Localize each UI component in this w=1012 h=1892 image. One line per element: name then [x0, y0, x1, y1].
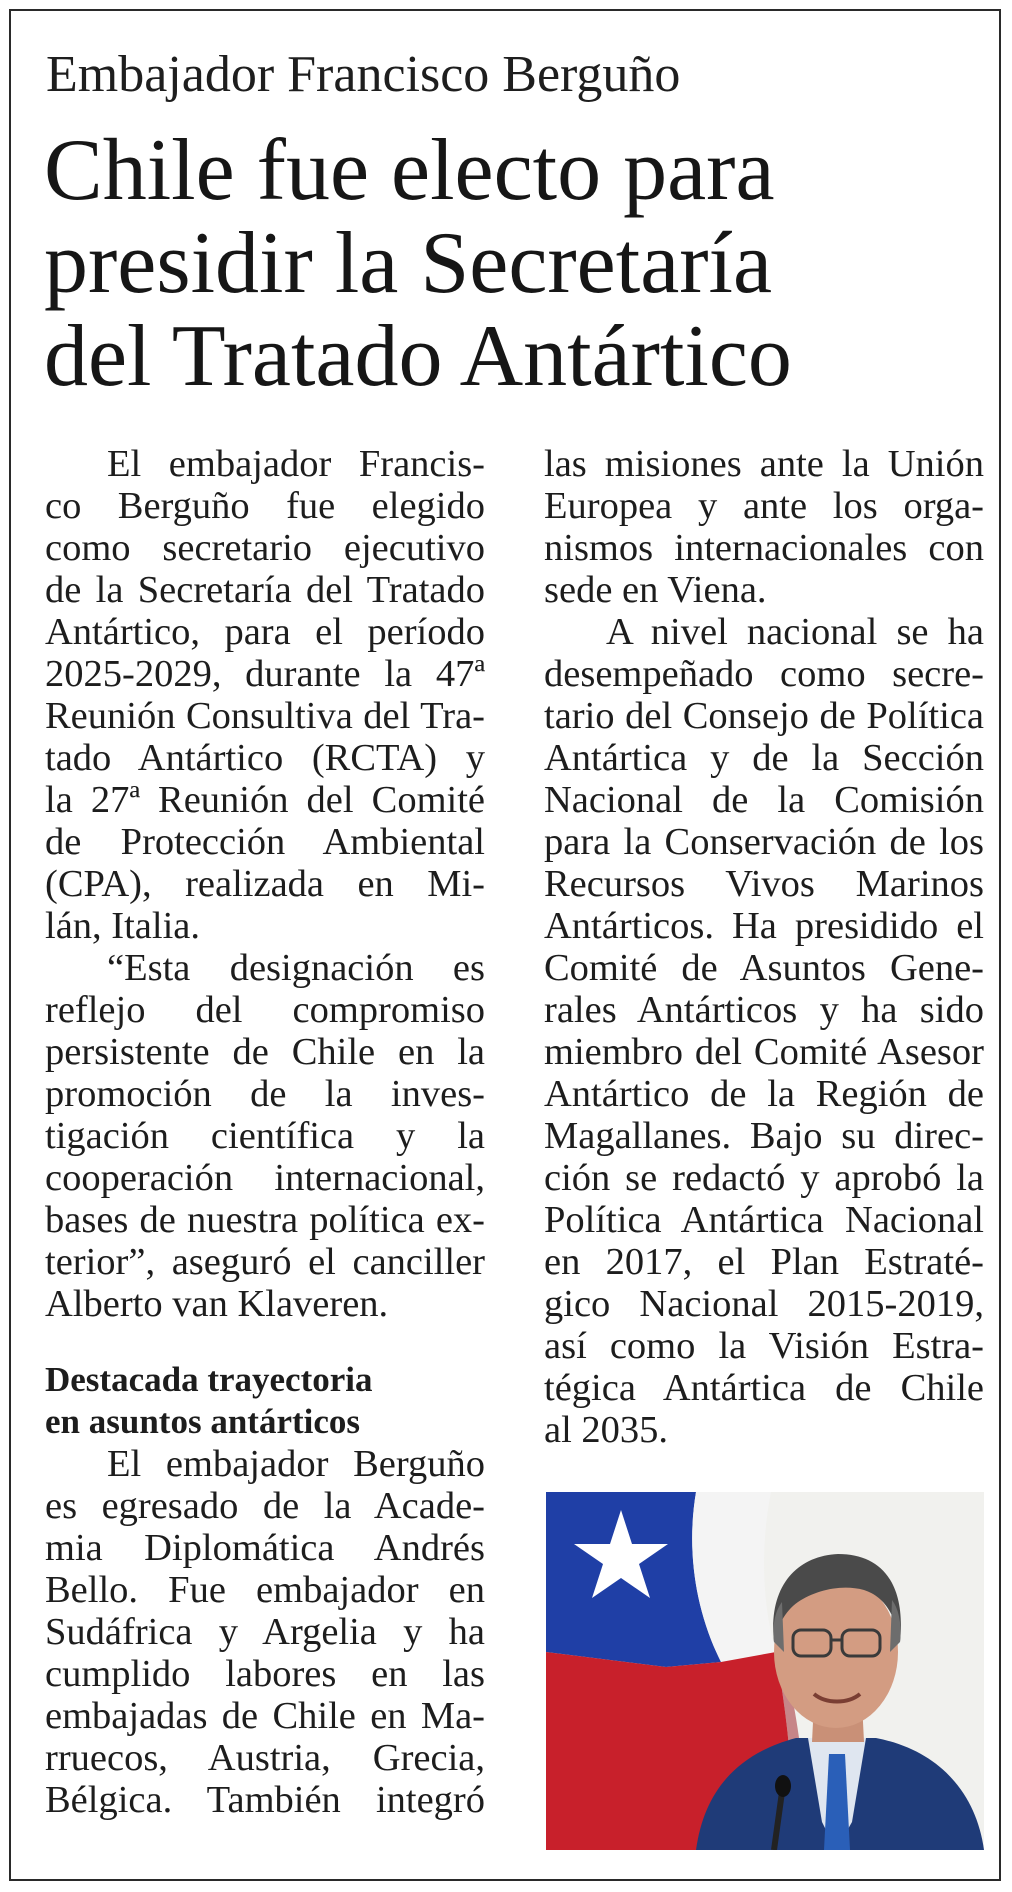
body-line: tigación científica y la: [45, 1115, 485, 1157]
body-line: Antárticos. Ha presidido el: [544, 905, 984, 947]
body-line: Antártica y de la Sección: [544, 737, 984, 779]
headline-line: Chile fue electo para: [44, 122, 775, 219]
subheading-line: en asuntos antárticos: [45, 1402, 361, 1441]
body-line: Nacional de la Comisión: [544, 779, 984, 821]
body-line: Política Antártica Nacional: [544, 1199, 984, 1241]
body-line: (CPA), realizada en Mi-: [45, 863, 485, 905]
body-line: Magallanes. Bajo su direc-: [544, 1115, 984, 1157]
body-line: ción se redactó y aprobó la: [544, 1157, 984, 1199]
body-line: rruecos, Austria, Grecia,: [45, 1737, 485, 1779]
section-gap: [45, 1325, 485, 1359]
body-line: 2025-2029, durante la 47ª: [45, 653, 485, 695]
body-line: nismos internacionales con: [544, 527, 984, 569]
body-line: reflejo del compromiso: [45, 989, 485, 1031]
body-line: Europea y ante los orga-: [544, 485, 984, 527]
body-line: Antártico, para el período: [45, 611, 485, 653]
article-headline: [44, 124, 964, 403]
body-line: Comité de Asuntos Gene-: [544, 947, 984, 989]
headline-line: presidir la Secretaría: [44, 215, 773, 312]
body-line: Reunión Consultiva del Tra-: [45, 695, 485, 737]
body-line: las misiones ante la Unión: [544, 443, 984, 485]
body-line: para la Conservación de los: [544, 821, 984, 863]
body-line: así como la Visión Estra-: [544, 1325, 984, 1367]
body-line: tario del Consejo de Política: [544, 695, 984, 737]
headline-line: del Tratado Antártico: [44, 308, 792, 405]
body-line: Recursos Vivos Marinos: [544, 863, 984, 905]
body-line: al 2035.: [544, 1409, 669, 1451]
body-line: El embajador Berguño: [107, 1443, 485, 1485]
article-kicker: Embajador Francisco Berguño: [46, 46, 681, 103]
body-line: rales Antárticos y ha sido: [544, 989, 984, 1031]
body-line: persistente de Chile en la: [45, 1031, 485, 1073]
body-line: tado Antártico (RCTA) y: [45, 737, 485, 779]
ambassador-photo: [546, 1492, 984, 1850]
body-line: cumplido labores en las: [45, 1653, 485, 1695]
body-line: Bélgica. También integró: [45, 1779, 485, 1821]
body-line: “Esta designación es: [107, 947, 485, 989]
body-line: Antártico de la Región de: [544, 1073, 984, 1115]
body-line: terior”, aseguró el canciller: [45, 1241, 485, 1283]
body-line: sede en Viena.: [544, 569, 767, 611]
body-line: embajadas de Chile en Ma-: [45, 1695, 485, 1737]
body-line: de la Secretaría del Tratado: [45, 569, 485, 611]
body-line: tégica Antártica de Chile: [544, 1367, 984, 1409]
body-line: cooperación internacional,: [45, 1157, 485, 1199]
body-line: promoción de la inves-: [45, 1073, 485, 1115]
body-line: es egresado de la Acade-: [45, 1485, 485, 1527]
body-line: El embajador Francis-: [107, 443, 485, 485]
body-line: desempeñado como secre-: [544, 653, 984, 695]
body-line: A nivel nacional se ha: [606, 611, 984, 653]
body-line: miembro del Comité Asesor: [544, 1031, 984, 1073]
body-line: gico Nacional 2015-2019,: [544, 1283, 984, 1325]
body-column-right: [544, 443, 984, 1473]
body-line: de Protección Ambiental: [45, 821, 485, 863]
body-line: Sudáfrica y Argelia y ha: [45, 1611, 485, 1653]
body-line: lán, Italia.: [45, 905, 200, 947]
body-column-left: [45, 443, 485, 1853]
microphone-icon: [775, 1775, 791, 1797]
body-line: bases de nuestra política ex-: [45, 1199, 485, 1241]
body-line: como secretario ejecutivo: [45, 527, 485, 569]
body-line: la 27ª Reunión del Comité: [45, 779, 485, 821]
body-line: Bello. Fue embajador en: [45, 1569, 485, 1611]
body-line: en 2017, el Plan Estraté-: [544, 1241, 984, 1283]
body-line: mia Diplomática Andrés: [45, 1527, 485, 1569]
body-line: co Berguño fue elegido: [45, 485, 485, 527]
subheading-line: Destacada trayectoria: [45, 1360, 373, 1399]
body-line: Alberto van Klaveren.: [45, 1283, 389, 1325]
